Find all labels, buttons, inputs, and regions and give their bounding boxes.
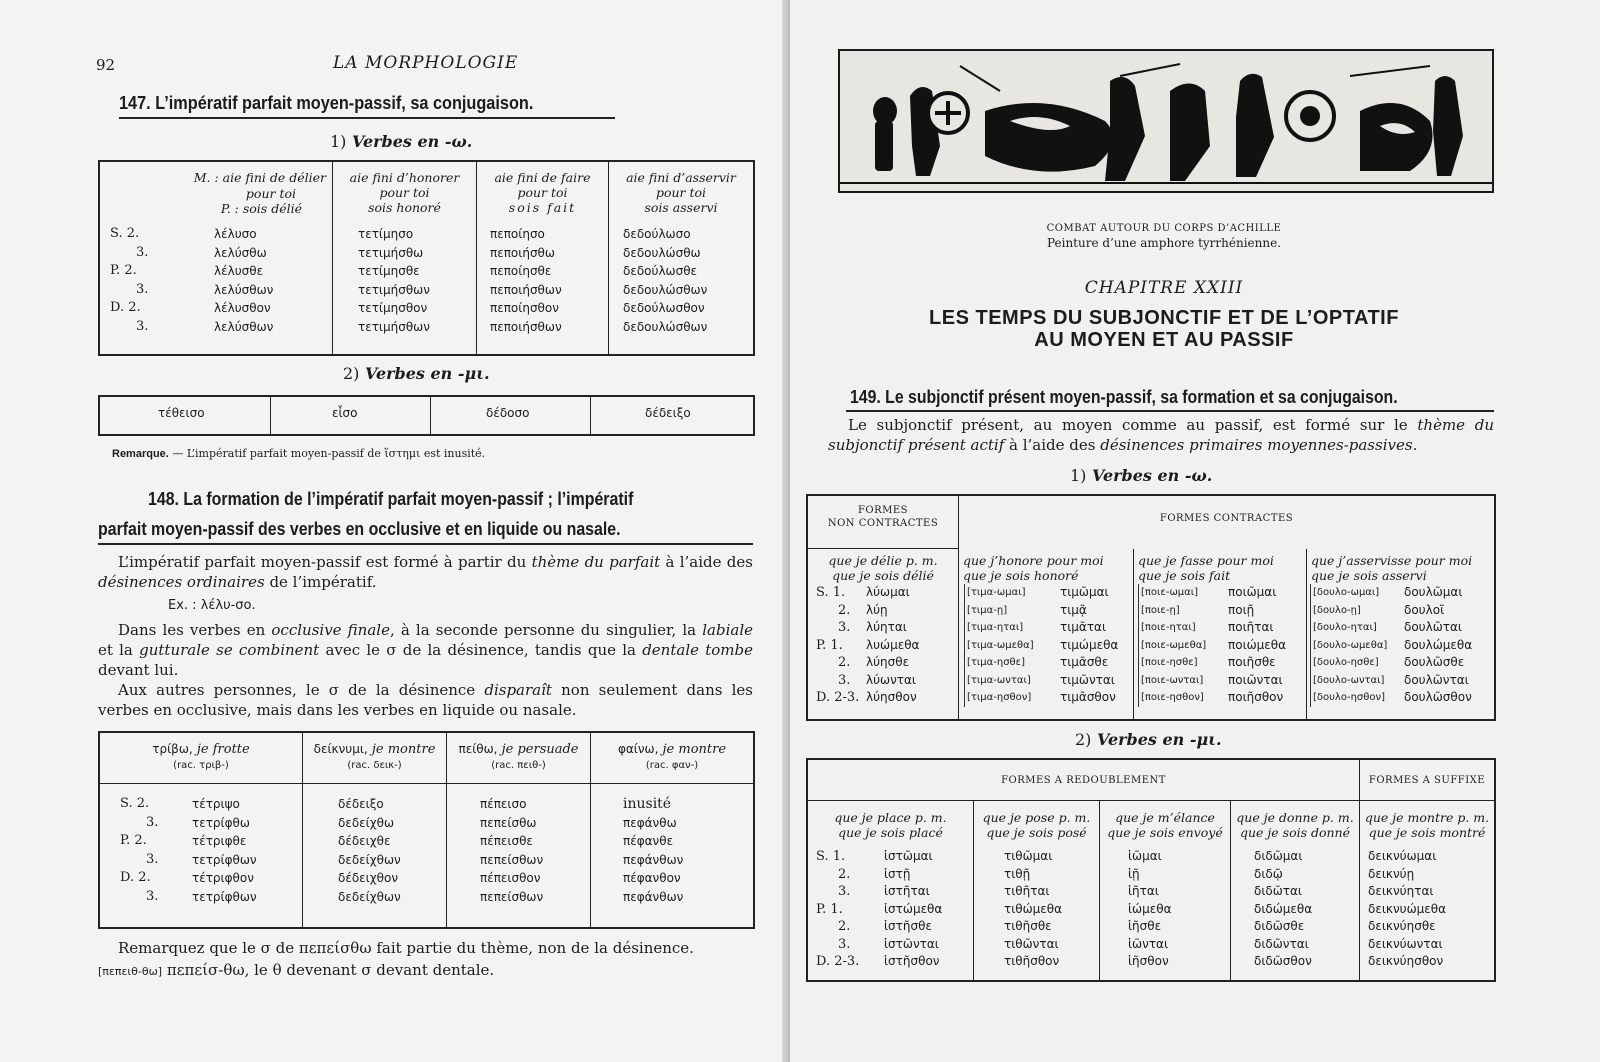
- chapter-title: LES TEMPS DU SUBJONCTIF ET DE L’OPTATIF AU MOYEN ET AU PASSIF: [929, 307, 1399, 351]
- mi-form-tithemi: τέθεισο: [158, 406, 205, 420]
- title-rule: [119, 117, 615, 119]
- analysis-douloo: [δουλο-ωμαι] [δουλο-ῃ] [δουλο-ηται] [δουλο-ωμεθα] [δουλο-ησθε] [δουλο-ωνται] [δουλο-ησθον]: [1310, 584, 1387, 707]
- gloss-poser: que je pose p. m. que je sois posé: [982, 810, 1091, 840]
- section-147-title: 147. L’impératif parfait moyen-passif, sa conjugaison.: [119, 92, 534, 113]
- verb-gloss: je frotte: [196, 742, 250, 757]
- paragraph-other-persons: [98, 680, 753, 720]
- header-non-contractes: FORMES NON CONTRACTES: [827, 505, 939, 529]
- text-run: à l’aide des: [1004, 436, 1101, 454]
- emphasis-text: labiale: [702, 621, 753, 639]
- gloss-asservir: que j’asservisse pour moi que je sois asservi: [1311, 553, 1473, 583]
- header-honorer: aie fini d’honorer pour toi sois honoré: [349, 170, 460, 215]
- forms-poieo: πεποίησο πεποιήσθω πεποίησθε πεποιήσθων πεποίησθον πεποιήσθων: [490, 227, 562, 334]
- text-run: non seulement dans les verbes en occlusive, mais dans les verbes en liquide ou nasale.: [98, 681, 753, 719]
- paragraph-occlusive: [98, 620, 753, 680]
- header-contractes: FORMES CONTRACTES: [1159, 513, 1294, 524]
- final-remark-line2: [πεπειθ-θω] πεπείσ-θω, le θ devenant σ devant dentale.: [98, 961, 495, 979]
- forms-hiemi: ἱῶμαι ἱῇ ἱῆται ἱώμεθα ἱῆσθε ἱῶνται ἱῆσθον: [1128, 849, 1172, 968]
- verb: τρίβω,: [152, 742, 193, 756]
- text-run: de l’impératif.: [264, 573, 377, 591]
- section-149-title: 149. Le subjonctif présent moyen-passif, sa formation et sa conjugaison.: [850, 386, 1398, 407]
- header-delier: M. : aie fini de délier pour toi P. : sois délié: [193, 170, 326, 217]
- text-run: et la: [98, 641, 140, 659]
- verb-header: [303, 741, 446, 774]
- verb-gloss: je montre: [662, 742, 727, 757]
- title-rule: [98, 543, 753, 545]
- subheading-verbs-omega: 1) Verbes en -ω.: [1070, 466, 1213, 485]
- emphasis-text: dentale tombe: [642, 641, 753, 659]
- text-run: avec le σ de la désinence, tandis que la: [319, 641, 643, 659]
- header-suffixe: FORMES A SUFFIXE: [1368, 775, 1486, 786]
- verb-header: [591, 741, 753, 774]
- subheading-verbs-mi: 2) Verbes en -μι.: [1075, 730, 1222, 749]
- subheading-verbs-mi: 2) Verbes en -μι.: [343, 364, 490, 383]
- text-run: devant lui.: [98, 661, 179, 679]
- gloss-placer: que je place p. m. que je sois placé: [834, 810, 947, 840]
- imperative-table-omega: [98, 160, 755, 356]
- mi-form-hiemi: εἶσο: [332, 406, 358, 420]
- subheading-verbs-omega: 1) Verbes en -ω.: [330, 132, 473, 151]
- forms-luo: λύωμαι λύῃ λύηται λυώμεθα λύησθε λύωνται λύησθον: [866, 585, 920, 704]
- paragraph-formation: [98, 552, 753, 592]
- forms-douloo: δεδούλωσο δεδουλώσθω δεδούλωσθε δεδουλώσθων δεδούλωσθον δεδουλώσθων: [623, 227, 708, 334]
- paragraph-subjunctive: [828, 415, 1494, 455]
- gloss-honorer: que j’honore pour moi que je sois honoré: [963, 553, 1104, 583]
- forms-douloo: δουλῶμαι δουλοῖ δουλῶται δουλώμεθα δουλῶσθε δουλῶνται δουλῶσθον: [1404, 585, 1473, 704]
- gloss-faire: que je fasse pour moi que je sois fait: [1138, 553, 1274, 583]
- person-labels: S. 2. 3. P. 2. 3. D. 2. 3.: [110, 226, 149, 334]
- text-run: L’impératif parfait moyen-passif est formé à partir du: [118, 553, 532, 571]
- emphasis-text: désinences ordinaires: [98, 573, 265, 591]
- forms-luo: λέλυσο λελύσθω λέλυσθε λελύσθων λέλυσθον λελύσθων: [214, 227, 274, 334]
- example: Ex. : λέλυ-σο.: [168, 598, 256, 613]
- image-subcaption: Peinture d’une amphore tyrrhénienne.: [1046, 236, 1282, 250]
- amphora-painting: [838, 49, 1494, 193]
- gloss-donner: que je donne p. m. que je sois donné: [1236, 810, 1354, 840]
- forms-timao: τετίμησο τετιμήσθω τετίμησθε τετιμήσθων τετίμησθον τετιμήσθων: [358, 227, 430, 334]
- mi-form-deiknumi: δέδειξο: [645, 406, 691, 420]
- title-rule: [846, 410, 1494, 412]
- mi-form-didomi: δέδοσο: [486, 406, 530, 420]
- forms-histemi: ἱστῶμαι ἱστῇ ἱστῆται ἱστώμεθα ἱστῆσθε ἱστῶνται ἱστῆσθον: [884, 849, 943, 968]
- emphasis-text: désinences primaires moyennes-passives: [1100, 436, 1413, 454]
- emphasis-text: gutturale se combinent: [139, 641, 320, 659]
- right-page: [790, 0, 1600, 1062]
- chapter-label: CHAPITRE XXIII: [1084, 278, 1244, 298]
- analysis-poieo: [ποιε-ωμαι] [ποιε-ῃ] [ποιε-ηται] [ποιε-ωμεθα] [ποιε-ησθε] [ποιε-ωνται] [ποιε-ησθον]: [1138, 584, 1206, 707]
- emphasis-text: thème du parfait: [531, 553, 661, 571]
- gloss-elancer: que je m’élance que je sois envoyé: [1107, 810, 1223, 840]
- verb: δείκνυμι,: [313, 742, 368, 756]
- remark: Remarque. — L’impératif parfait moyen-passif de ἵστημι est inusité.: [112, 447, 486, 460]
- text-run: Le subjonctif présent, au moyen comme au passif, est formé sur le: [848, 416, 1418, 434]
- person-labels: S. 2. 3. P. 2. 3. D. 2. 3.: [120, 796, 159, 904]
- forms-poieo: ποιῶμαι ποιῇ ποιῆται ποιώμεθα ποιῆσθε ποιῶνται ποιῆσθον: [1228, 585, 1287, 704]
- subjunctive-table-mi: [806, 758, 1496, 982]
- section-148-title-line2: parfait moyen-passif des verbes en occlusive et en liquide ou nasale.: [98, 518, 621, 539]
- emphasis-text: occlusive finale: [271, 621, 390, 639]
- emphasis-text: thème du subjonctif présent actif: [828, 416, 1494, 454]
- running-head: LA MORPHOLOGIE: [333, 53, 519, 73]
- verb-root: (rac. πειθ-): [491, 760, 546, 771]
- forms-peitho: πέπεισο πεπείσθω πέπεισθε πεπείσθων πέπεισθον πεπείσθων: [480, 797, 544, 904]
- text-run: à l’aide des: [660, 553, 753, 571]
- text-run: Dans les verbes en: [118, 621, 272, 639]
- forms-deiknumi: δέδειξο δεδείχθω δέδειχθε δεδείχθων δέδειχθον δεδείχθων: [338, 797, 401, 904]
- subjunctive-table-omega: [806, 494, 1496, 721]
- forms-timao: τιμῶμαι τιμᾷ τιμᾶται τιμώμεθα τιμᾶσθε τιμῶνται τιμᾶσθον: [1060, 585, 1119, 704]
- header-faire: aie fini de faire pour toi sois fait: [494, 170, 591, 215]
- section-148-title-line1: 148. La formation de l’impératif parfait moyen-passif ; l’impératif: [148, 488, 634, 509]
- final-remark-line1: Remarquez que le σ de πεπείσθω fait partie du thème, non de la désinence.: [118, 939, 694, 957]
- text-run: .: [1412, 436, 1418, 454]
- header-redoublement: FORMES A REDOUBLEMENT: [1001, 775, 1166, 786]
- emphasis-text: disparaît: [484, 681, 552, 699]
- verb-root: (rac. δεικ-): [347, 760, 402, 771]
- header-asservir: aie fini d’asservir pour toi sois asservi: [626, 170, 736, 215]
- image-caption: COMBAT AUTOUR DU CORPS D’ACHILLE: [1046, 223, 1282, 234]
- imperative-table-mi: [98, 395, 755, 436]
- verb-root: (rac. φαν-): [645, 760, 699, 771]
- gloss-montrer: que je montre p. m. que je sois montré: [1364, 810, 1490, 840]
- warriors-illustration: [840, 51, 1492, 191]
- forms-didomi: διδῶμαι διδῷ διδῶται διδώμεθα διδῶσθε διδῶνται διδῶσθον: [1254, 849, 1313, 968]
- text-run: Aux autres personnes, le σ de la désinence: [118, 681, 485, 699]
- imperative-table-occlusive: [98, 731, 755, 929]
- verb-gloss: je persuade: [501, 742, 579, 757]
- verb: φαίνω,: [617, 742, 659, 756]
- forms-tribo: τέτριψο τετρίφθω τέτριφθε τετρίφθων τέτριφθον τετρίφθων: [192, 797, 257, 904]
- verb: πείθω,: [458, 742, 498, 756]
- verb-root: (rac. τριβ-): [173, 760, 229, 771]
- forms-tithemi: τιθῶμαι τιθῇ τιθῆται τιθώμεθα τιθῆσθε τιθῶνται τιθῆσθον: [1004, 849, 1063, 968]
- page-number: 92: [96, 56, 116, 74]
- gloss-delier: que je délie p. m. que je sois délié: [828, 553, 938, 583]
- person-labels: S. 1. 2. 3. P. 1. 2. 3. D. 2-3.: [816, 849, 860, 969]
- left-page: [0, 0, 790, 1062]
- forms-deiknumi: δεικνύωμαι δεικνύῃ δεικνύηται δεικνυώμεθα δεικνύησθε δεικνύωνται δεικνύησθον: [1368, 849, 1447, 968]
- analysis-timao: [τιμα-ωμαι] [τιμα-ῃ] [τιμα-ηται] [τιμα-ωμεθα] [τιμα-ησθε] [τιμα-ωνται] [τιμα-ησθον]: [964, 584, 1034, 707]
- text-run: , à la seconde personne du singulier, la: [389, 621, 703, 639]
- verb-gloss: je montre: [371, 742, 436, 757]
- verb-header: [447, 741, 590, 774]
- forms-phaino: inusité πεφάνθω πέφανθε πεφάνθων πέφανθον πεφάνθων: [623, 796, 684, 904]
- person-labels: S. 1. 2. 3. P. 1. 2. 3. D. 2-3.: [816, 585, 860, 705]
- verb-header: [100, 741, 302, 774]
